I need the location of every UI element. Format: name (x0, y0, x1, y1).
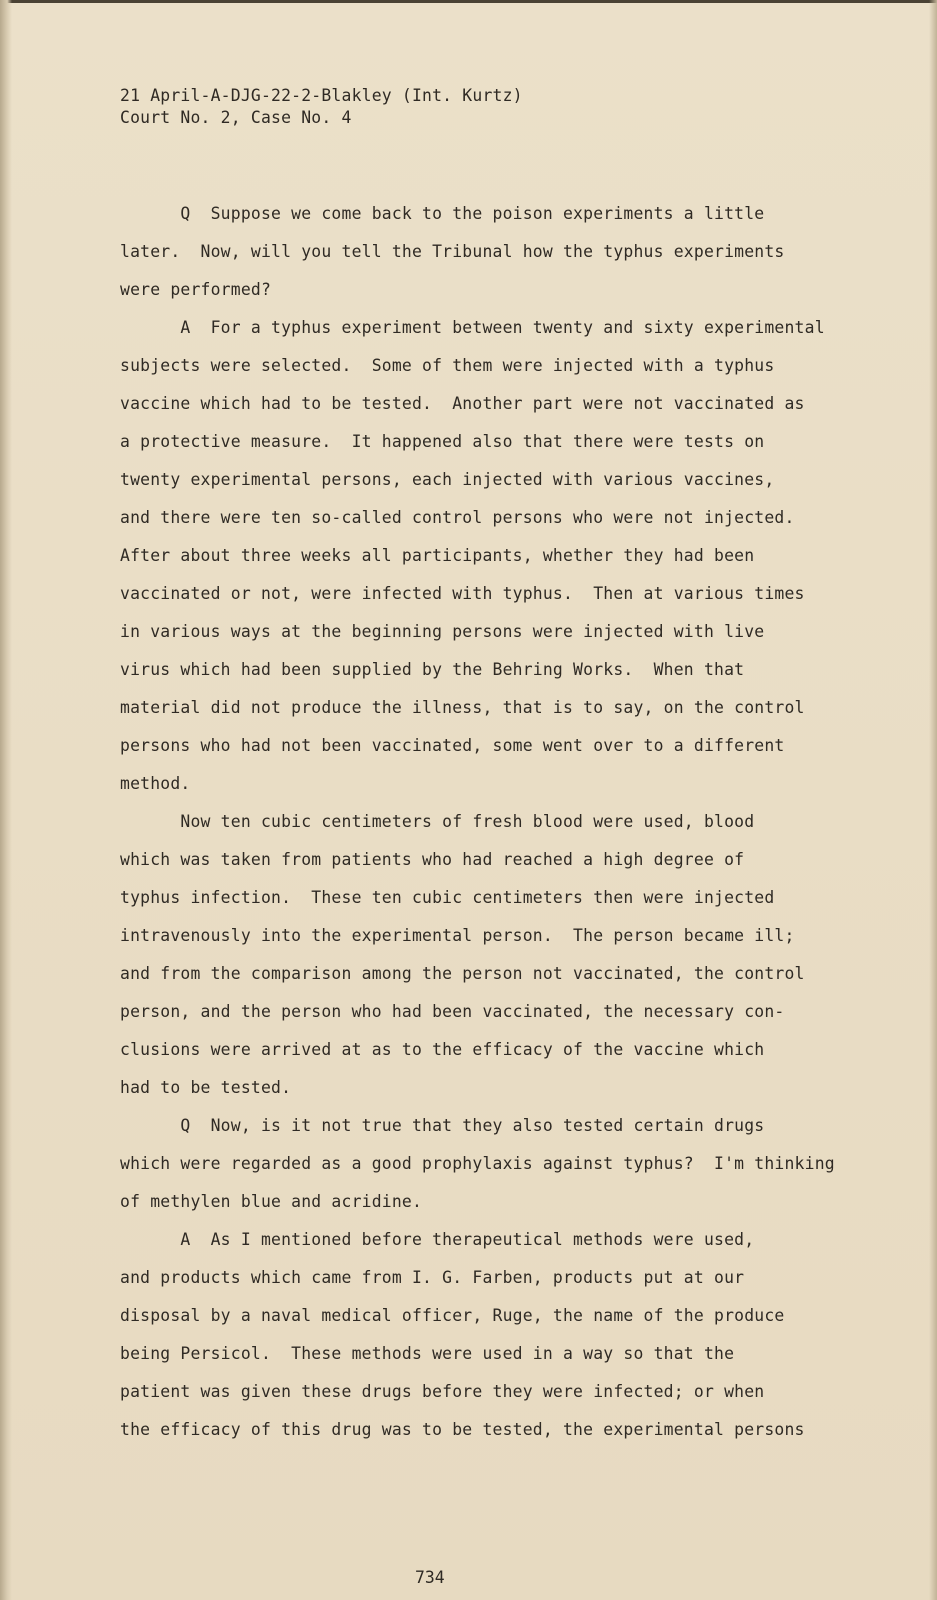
body-line: A For a typhus experiment between twenty and sixty experimental (120, 318, 825, 337)
body-line: and there were ten so-called control persons who were not injected. (120, 508, 795, 527)
body-line: vaccine which had to be tested. Another part were not vaccinated as (120, 394, 805, 413)
header-line-2: Court No. 2, Case No. 4 (120, 108, 352, 127)
body-line: which were regarded as a good prophylaxis against typhus? I'm thinking (120, 1154, 835, 1173)
body-line: After about three weeks all participants, whether they had been (120, 546, 755, 565)
body-line: intravenously into the experimental person. The person became ill; (120, 926, 795, 945)
page-top-edge (0, 0, 937, 3)
body-line: a protective measure. It happened also that there were tests on (120, 432, 765, 451)
body-line: patient was given these drugs before they were infected; or when (120, 1382, 765, 1401)
body-line: A As I mentioned before therapeutical methods were used, (120, 1230, 755, 1249)
page-right-edge (929, 0, 937, 1600)
body-line: Now ten cubic centimeters of fresh blood were used, blood (120, 812, 755, 831)
body-line: material did not produce the illness, that is to say, on the control (120, 698, 805, 717)
body-line: person, and the person who had been vaccinated, the necessary con- (120, 1002, 785, 1021)
body-line: Q Now, is it not true that they also tested certain drugs (120, 1116, 765, 1135)
body-line: method. (120, 774, 191, 793)
body-line: had to be tested. (120, 1078, 292, 1097)
body-line: subjects were selected. Some of them were injected with a typhus (120, 356, 775, 375)
body-line: and products which came from I. G. Farben, products put at our (120, 1268, 745, 1287)
body-line: virus which had been supplied by the Behring Works. When that (120, 660, 745, 679)
body-line: Q Suppose we come back to the poison experiments a little (120, 204, 765, 223)
page-left-edge (0, 0, 12, 1600)
body-line: typhus infection. These ten cubic centimeters then were injected (120, 888, 775, 907)
body-line: vaccinated or not, were infected with typhus. Then at various times (120, 584, 805, 603)
body-line: disposal by a naval medical officer, Ruge, the name of the produce (120, 1306, 785, 1325)
body-line: clusions were arrived at as to the efficacy of the vaccine which (120, 1040, 765, 1059)
body-line: were performed? (120, 280, 272, 299)
body-line: being Persicol. These methods were used in a way so that the (120, 1344, 735, 1363)
body-line: which was taken from patients who had reached a high degree of (120, 850, 745, 869)
body-line: of methylen blue and acridine. (120, 1192, 423, 1211)
body-line: later. Now, will you tell the Tribunal how the typhus experiments (120, 242, 785, 261)
page-number: 734 (415, 1568, 445, 1587)
body-line: and from the comparison among the person not vaccinated, the control (120, 964, 805, 983)
header-line-1: 21 April-A-DJG-22-2-Blakley (Int. Kurtz) (120, 86, 523, 105)
body-line: persons who had not been vaccinated, some went over to a different (120, 736, 785, 755)
body-line: in various ways at the beginning persons were injected with live (120, 622, 765, 641)
body-line: twenty experimental persons, each injected with various vaccines, (120, 470, 775, 489)
body-line: the efficacy of this drug was to be tested, the experimental persons (120, 1420, 805, 1439)
